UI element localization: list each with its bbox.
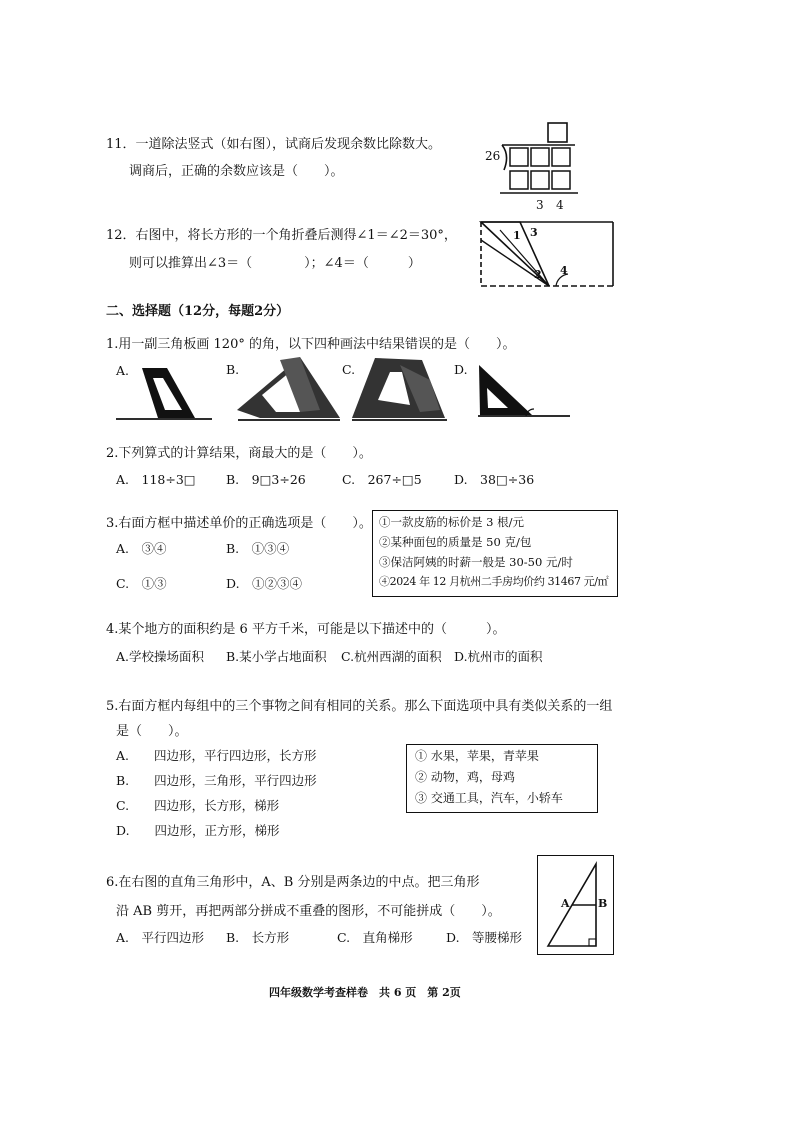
q12-line1: 12．右图中，将长方形的一个角折叠后测得∠1＝∠2＝30°，	[106, 228, 457, 243]
c3-option-c: C. ①③	[116, 576, 167, 591]
c5-option-a: A. 四边形，平行四边形，长方形	[116, 748, 317, 763]
c6-point-a: A	[561, 897, 570, 910]
c3-option-a: A. ③④	[116, 541, 167, 556]
c5-box-item-3: ③ 交通工具，汽车，小轿车	[415, 791, 563, 805]
c3-info-box	[372, 510, 618, 597]
q11-remainder-digit1: 3	[536, 198, 544, 212]
c5-option-b: B. 四边形，三角形，平行四边形	[116, 773, 317, 788]
q11-divisor: 26	[485, 149, 501, 163]
c3-box-item-2: ②某种面包的质量是 50 克/包	[379, 535, 532, 549]
c3-option-b: B. ①③④	[226, 541, 290, 556]
c5-question-line2: 是（ ）。	[116, 724, 188, 739]
c3-box-item-4: ④2024 年 12 月杭州二手房均价约 31467 元/㎡	[379, 575, 609, 588]
q12-angle1-label: 1	[513, 229, 521, 242]
c3-box-item-3: ③保洁阿姨的时薪一般是 30-50 元/时	[379, 555, 573, 569]
c5-question-line1: 5.右面方框内每组中的三个事物之间有相同的关系。那么下面选项中具有类似关系的一组	[106, 699, 613, 714]
q12-line2: 则可以推算出∠3＝（ ）；∠4＝（ ）	[129, 256, 421, 271]
q12-angle2-label: 2	[534, 268, 542, 281]
q12-angle3-label: 3	[530, 226, 538, 239]
c1-option-b-drawing	[237, 357, 340, 420]
c6-option-b: B. 长方形	[226, 930, 290, 945]
c1-option-d-label: D.	[454, 362, 468, 377]
c3-question: 3.右面方框中描述单价的正确选项是（ ）。	[106, 516, 372, 531]
c2-option-d: D. 38□÷36	[454, 472, 535, 487]
c2-option-a: A. 118÷3□	[116, 472, 196, 487]
c6-option-c: C. 直角梯形	[337, 930, 413, 945]
page-footer: 四年级数学考查样卷 共 6 页 第 2页	[269, 986, 461, 999]
q11-line2: 调商后，正确的余数应该是（ ）。	[129, 164, 344, 179]
c2-question: 2.下列算式的计算结果，商最大的是（ ）。	[106, 446, 372, 461]
c1-option-d-drawing	[478, 365, 570, 416]
c3-box-item-1: ①一款皮筋的标价是 3 根/元	[379, 515, 525, 529]
c5-box-item-1: ① 水果，苹果，青苹果	[415, 749, 539, 763]
c6-question-line1: 6.在右图的直角三角形中，A、B 分别是两条边的中点。把三角形	[106, 875, 480, 890]
c1-option-a-label: A.	[116, 363, 130, 378]
c5-box-item-2: ② 动物，鸡，母鸡	[415, 770, 515, 784]
c3-option-d: D. ①②③④	[226, 576, 303, 591]
c6-question-line2: 沿 AB 剪开，再把两部分拼成不重叠的图形，不可能拼成（ ）。	[116, 904, 501, 919]
q11-line1: 11．一道除法竖式（如右图），试商后发现余数比除数大。	[106, 137, 442, 152]
c1-question: 1.用一副三角板画 120° 的角，以下四种画法中结果错误的是（ ）。	[106, 337, 516, 352]
c1-option-b-label: B.	[226, 362, 240, 377]
c4-option-b: B.某小学占地面积	[226, 649, 327, 664]
c4-option-d: D.杭州市的面积	[454, 649, 543, 664]
c2-option-c: C. 267÷□5	[342, 472, 422, 487]
c1-option-a-drawing	[116, 368, 212, 419]
q12-angle4-label: 4	[560, 264, 568, 277]
c2-option-b: B. 9□3÷26	[226, 472, 306, 487]
c1-option-c-label: C.	[342, 362, 356, 377]
c5-option-d: D. 四边形，正方形，梯形	[116, 823, 280, 838]
c6-point-b: B	[598, 897, 608, 910]
c6-option-d: D. 等腰梯形	[446, 930, 523, 945]
c6-option-a: A. 平行四边形	[116, 930, 205, 945]
c4-option-c: C.杭州西湖的面积	[341, 649, 442, 664]
c5-info-box	[406, 744, 598, 813]
q11-remainder-digit2: 4	[556, 198, 564, 212]
c4-option-a: A.学校操场面积	[116, 649, 205, 664]
c1-option-c-drawing	[352, 358, 447, 420]
c6-figure-frame	[537, 855, 614, 955]
section2-title: 二、选择题（12分，每题2分）	[106, 304, 290, 319]
c4-question: 4.某个地方的面积约是 6 平方千米，可能是以下描述中的（ ）。	[106, 622, 506, 637]
c5-option-c: C. 四边形，长方形，梯形	[116, 798, 280, 813]
